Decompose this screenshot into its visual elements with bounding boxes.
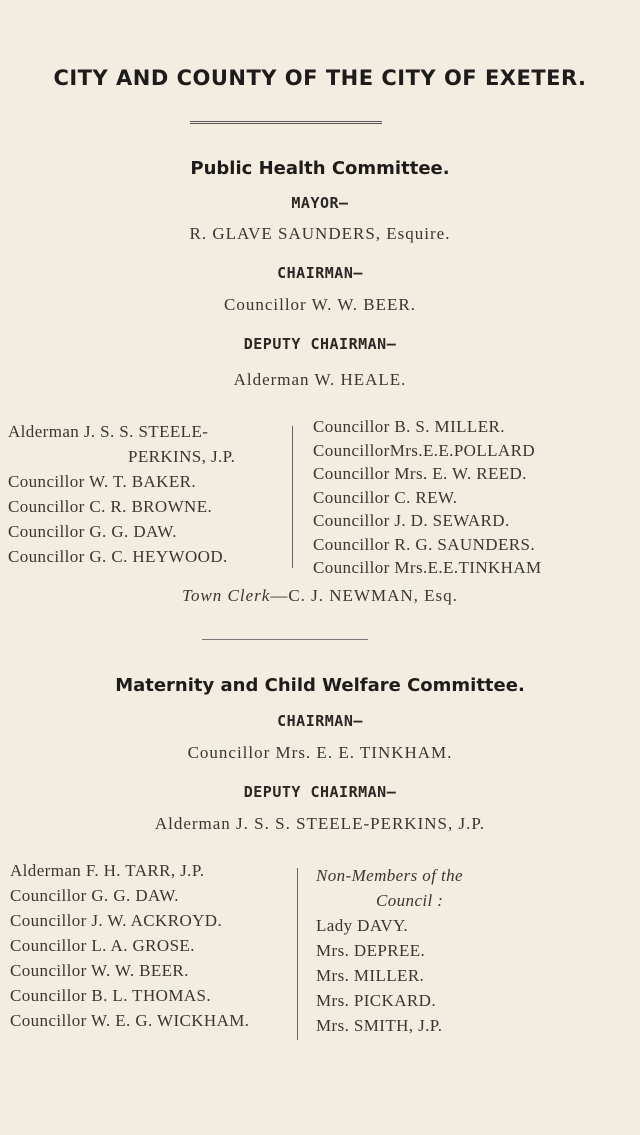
- list-item: Councillor C. REW.: [313, 487, 458, 507]
- mcw-chairman-name: Councillor Mrs. E. E. TINKHAM.: [187, 743, 453, 762]
- list-item: Councillor Mrs. E. W. REED.: [313, 464, 527, 483]
- list-item: Mrs. PICKARD.: [316, 991, 436, 1010]
- town-clerk-label: Town Clerk: [182, 586, 271, 605]
- list-item: Councillor G. G. DAW.: [8, 522, 177, 541]
- list-item: Alderman J. S. S. STEELE-: [8, 422, 209, 441]
- mcw-deputy-name: Alderman J. S. S. STEELE-PERKINS, J.P.: [154, 814, 486, 833]
- list-item: PERKINS, J.P.: [128, 447, 236, 466]
- mayor-name: R. GLAVE SAUNDERS, Esquire.: [189, 224, 451, 243]
- list-item: Councillor W. T. BAKER.: [8, 472, 197, 491]
- ph-members-right: [313, 415, 542, 580]
- ph-deputy-label: DEPUTY CHAIRMAN—: [243, 335, 397, 353]
- list-item: Councillor G. G. DAW.: [10, 886, 179, 905]
- list-item: CouncillorMrs.E.E.POLLARD: [313, 440, 536, 460]
- list-item: Councillor L. A. GROSE.: [10, 936, 195, 955]
- maternity-heading: Maternity and Child Welfare Committee.: [115, 675, 525, 696]
- list-item: Mrs. SMITH, J.P.: [316, 1016, 443, 1035]
- list-item: Councillor C. R. BROWNE.: [8, 497, 213, 516]
- list-item: Councillor Mrs.E.E.TINKHAM: [313, 558, 542, 577]
- list-item: Councillor W. W. BEER.: [10, 961, 189, 980]
- page-title: CITY AND COUNTY OF THE CITY OF EXETER.: [53, 66, 587, 90]
- mcw-deputy-label: DEPUTY CHAIRMAN—: [243, 783, 397, 801]
- list-item: Councillor B. L. THOMAS.: [10, 986, 212, 1005]
- list-item: Councillor G. C. HEYWOOD.: [8, 547, 228, 566]
- ph-column-divider: [292, 426, 293, 568]
- list-item: Lady DAVY.: [316, 916, 409, 935]
- list-item: Councillor J. D. SEWARD.: [313, 511, 510, 530]
- list-item: Councillor J. W. ACKROYD.: [10, 911, 223, 930]
- mcw-chairman-label: CHAIRMAN—: [277, 712, 363, 730]
- ph-chairman-name: Councillor W. W. BEER.: [223, 295, 417, 314]
- town-clerk-name: —C. J. NEWMAN, Esq.: [270, 586, 458, 605]
- ph-members-left: [8, 419, 235, 569]
- list-item: Alderman F. H. TARR, J.P.: [10, 861, 205, 880]
- ph-chairman-label: CHAIRMAN—: [277, 264, 363, 282]
- mcw-non-members: [316, 863, 463, 1038]
- public-health-heading: Public Health Committee.: [190, 158, 450, 179]
- non-members-title: Non-Members of the: [316, 866, 463, 885]
- list-item: Mrs. DEPREE.: [316, 941, 426, 960]
- mcw-members-left: [10, 858, 249, 1033]
- list-item: Councillor W. E. G. WICKHAM.: [10, 1011, 250, 1030]
- mayor-label: MAYOR—: [291, 194, 349, 212]
- town-clerk-line: [0, 586, 640, 606]
- mcw-column-divider: [297, 868, 298, 1040]
- list-item: Councillor B. S. MILLER.: [313, 417, 505, 436]
- title-divider: [190, 121, 382, 124]
- list-item: Councillor R. G. SAUNDERS.: [313, 534, 535, 554]
- section-divider: [202, 639, 368, 640]
- non-members-title-cont: Council :: [376, 891, 444, 910]
- list-item: Mrs. MILLER.: [316, 966, 425, 985]
- ph-deputy-name: Alderman W. HEALE.: [233, 370, 407, 389]
